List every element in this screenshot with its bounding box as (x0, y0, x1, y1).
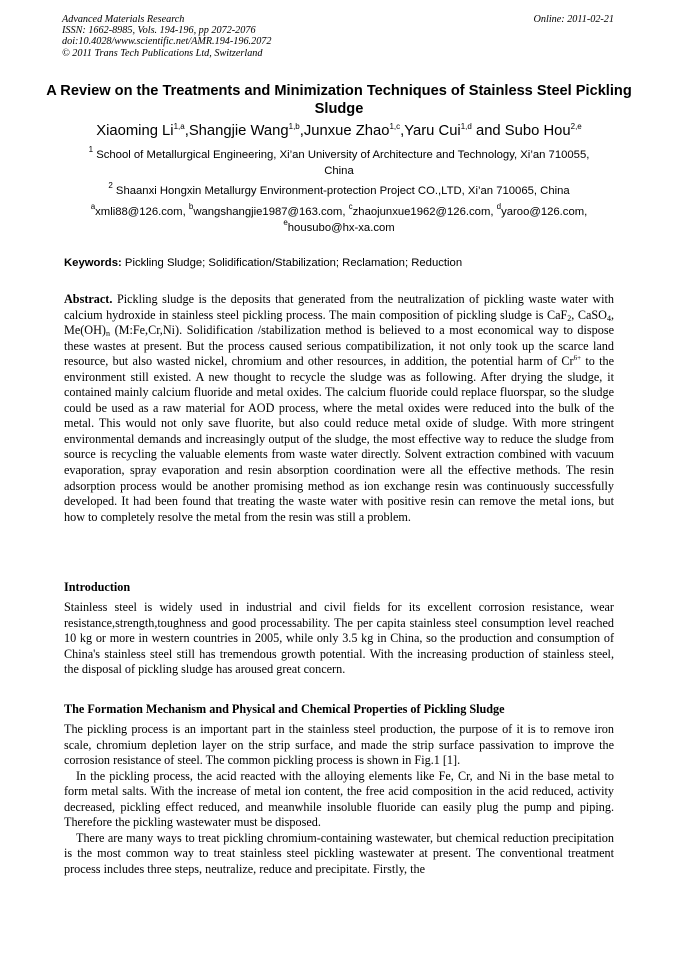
abstract-subscript: 4 (606, 313, 611, 323)
keywords-label: Keywords: (64, 257, 122, 269)
affiliation-text: School of Metallurgical Engineering, Xi’an University of Architecture and Technology, Xi’an 710055, China (96, 149, 590, 177)
email-link[interactable]: xmli88@126.com (95, 206, 183, 218)
abstract-subscript: 2 (567, 313, 572, 323)
journal-header (62, 14, 614, 59)
abstract-text: Pickling sludge is the deposits that generated from the neutralization of pickling waste water with calcium hydroxide in stainless steel pickling process. The main composition of pickling sludge is CaF (64, 292, 614, 322)
email-list: $^a$xmli88@126.com, $^b$wangshangjie1987@163.com, $^c$zhaojunxue1962@126.com, $^d$yaroo@126.com, $^e$housubo@hx-xa.com (90, 202, 588, 234)
email-link[interactable]: zhaojunxue1962@126.com (352, 206, 491, 218)
journal-issn: ISSN: 1662-8985, Vols. 194-196, pp 2072-2076 (62, 25, 256, 37)
introduction-body (64, 600, 614, 678)
author-sup: 1,a (173, 122, 185, 131)
author-and: and (475, 123, 501, 139)
abstract-superscript: 6+ (573, 354, 582, 363)
abstract-label: Abstract. (64, 292, 113, 306)
email-sup: e (283, 217, 288, 227)
author-sup: 2,e (570, 122, 582, 131)
affiliation-1 (74, 145, 604, 179)
abstract-text: , Me(OH) (64, 307, 615, 338)
author-name: Xiaoming Li (96, 123, 174, 139)
abstract (64, 292, 614, 525)
abstract-text: to the environment still existed. A new thought to recycle the sludge was as following. After drying the sludge, it contained mainly calcium fluoride and metal oxides. The calcium fluoride could replace fluorspar, so the sludge could be used as a raw material for AOD process, where the metal oxides were reduced into the bulk of the metal. This would not only save fluorite, but also could reduce metal oxide of sludge. With more stringent environmental demands and increasingly output of the sludge, the most effective way to reduce the sludge from source is recycling the valuable elements from waste water directly. Solvent extraction combined with vacuum evaporation, spray evaporation and resin absorption coordination were all the effective methods. The resin adsorption process would be another promising method as ion exchange resin was continuously successfully developed. It had been found that treating the waste water with positive resin can remove the metal ions, but how to completely resolve the metal from the resin was still a problem. (64, 354, 614, 524)
introduction-heading: Introduction (64, 580, 131, 594)
formation-body (64, 722, 614, 877)
author-sup: 1,b (288, 122, 300, 131)
abstract-subscript: n (105, 329, 110, 339)
email-sup: a (90, 202, 96, 211)
keywords-text: Pickling Sludge; Solidification/Stabilization; Reclamation; Reduction (124, 257, 463, 269)
email-link[interactable]: yaroo@126.com (501, 206, 585, 218)
email-link[interactable]: wangshangjie1987@163.com (193, 206, 343, 218)
introduction-paragraph: Stainless steel is widely used in industrial and civil fields for its excellent corrosion resistance, wear resistance,strength,toughness and good processability. The per capita stainless steel consumption level reached 10 kg or more in western countries in 2005, while only 3.5 kg in China, so the production and consumption of China's stainless steel still has tremendous growth potential. With the increasing production of stainless steel, the disposal of pickling sludge has aroused great concern. (64, 600, 614, 677)
affiliation-2 (74, 181, 604, 200)
formation-paragraph-2: In the pickling process, the acid reacted with the alloying elements like Fe, Cr, and Ni in the base metal to form metal salts. With the increase of metal ion content, the free acid composition in the acid reduced, activity decreased, pickling effect reduced, and meanwhile insoluble fluoride can easily plug the pump and piping. Therefore the pickling wastewater must be disposed. (64, 768, 614, 830)
journal-name: Advanced Materials Research (62, 14, 185, 25)
abstract-text: , CaSO (571, 307, 607, 322)
email-sup: d (496, 202, 502, 211)
author-name: Yaru Cui (404, 123, 461, 139)
journal-copyright: © 2011 Trans Tech Publications Ltd, Switzerland (62, 47, 263, 59)
email-sup: c (348, 202, 353, 211)
formation-paragraph-1: The pickling process is an important part in the stainless steel production, the purpose of it is to remove iron scale, chromium depletion layer on the strip surface, and made the strip surface passivation to improve the corrosion resistance of steel. The common pickling process is shown in Fig.1 [1]. (64, 722, 614, 768)
affiliation-sup: 1 (88, 145, 94, 154)
author-name: Subo Hou (504, 123, 571, 139)
keywords (64, 256, 614, 271)
author-sup: 1,c (389, 122, 401, 131)
author-list: Xiaoming Li$^{1,a}$,Shangjie Wang$^{1,b}$,Junxue Zhao$^{1,c}$,Yaru Cui$^{1,d}$ and Subo Hou$^{2,e}$ (96, 122, 582, 139)
formation-heading: The Formation Mechanism and Physical and Chemical Properties of Pickling Sludge (64, 702, 505, 716)
author-name: Junxue Zhao (303, 123, 390, 139)
affiliation-sup: 2 (108, 181, 113, 190)
online-date: Online: 2011-02-21 (533, 14, 614, 25)
formation-paragraph-3: There are many ways to treat pickling chromium-containing wastewater, but chemical reduction precipitation is the most common way to treat stainless steel pickling wastewater at present. The conventional treatment process includes three steps, neutralize, reduce and precipitate. Firstly, the (64, 830, 614, 876)
paper-title: A Review on the Treatments and Minimization Techniques of Stainless Steel Pickling Sludge (46, 83, 632, 117)
email-sup: b (188, 202, 194, 211)
affiliation-text: Shaanxi Hongxin Metallurgy Environment-protection Project CO.,LTD, Xi’an 710065, China (115, 185, 570, 197)
email-link[interactable]: housubo@hx-xa.com (287, 221, 395, 234)
abstract-text: (M:Fe,Cr,Ni). Solidification /stabilization method is believed to a most economical way to dispose these wastes at present. But the process caused serious compatibilization, it not only took up the scarce land resource, but also wasted nickel, chromium and other resources, in addition, the potential harm of Cr (64, 323, 614, 369)
author-sup: 1,d (460, 122, 472, 131)
author-name: Shangjie Wang (188, 123, 289, 139)
journal-doi: doi:10.4028/www.scientific.net/AMR.194-196.2072 (62, 36, 272, 48)
